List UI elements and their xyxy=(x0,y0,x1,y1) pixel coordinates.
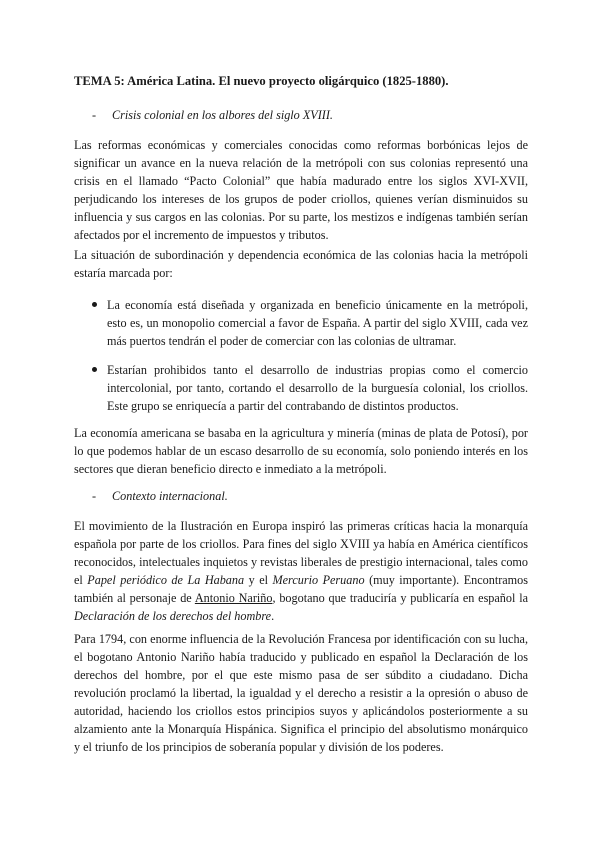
bullet-dot xyxy=(92,302,97,307)
dash-marker: - xyxy=(92,489,97,503)
document-title: TEMA 5: América Latina. El nuevo proyecto oligárquico (1825-1880). xyxy=(74,74,449,88)
dash-marker: - xyxy=(92,108,97,122)
paragraph-revolucion: Para 1794, con enorme influencia de la Revolución Francesa por identificación con su lucha, el bogotano Antonio Nariño había traducido y publicado en español la Declaración de los derechos del hombre, por el que este mismo pasa de ser súbdito a ciudadano. Dicha revolución proclamó la libertad, la igualdad y el derecho a resistir a la opresión o abuso de autoridad, haciendo los criollos estos principios suyos y aplicándolos posteriormente a su alzamiento ante la Monarquía Hispánica. Significa el principio del absolutismo monárquico y el triunfo de los principios de soberanía popular y división de los poderes. xyxy=(74,632,528,754)
text-run: El movimiento de la Ilustración en Europa inspiró las primeras críticas hacia la monarquía española por parte de los criollos. Para fines del siglo XVIII ya había en América científicos reconocidos, intelectuales inquietos y revistas liberales de prestigio internacional, tales como el xyxy=(74,519,528,587)
bullet-dot xyxy=(92,367,97,372)
bullet-item xyxy=(92,361,528,415)
document-title-declaracion: Declaración de los derechos del hombre xyxy=(74,609,272,623)
bullet-item xyxy=(92,296,528,350)
journal-title-mercurio: Mercurio Peruano xyxy=(272,573,365,587)
text-run: . xyxy=(271,609,275,623)
bullet-text: La economía está diseñada y organizada en beneficio únicamente en la metrópoli, esto es, un monopolio comercial a favor de España. A partir del siglo XVIII, cada vez más puertos tendrán el poder de comerciar con las colonias de ultramar. xyxy=(107,298,528,348)
journal-title-habana: Papel periódico de La Habana xyxy=(87,573,245,587)
paragraph-economia: La economía americana se basaba en la agricultura y minería (minas de plata de Potosí), por lo que podemos hablar de un escaso desarrollo de su economía, solo poniendo interés en los sectores que dieran beneficio directo e inmediato a la metrópoli. xyxy=(74,426,528,476)
text-run: , bogotano que traduciría y publicaría en español la xyxy=(272,591,528,605)
section-heading-text: Crisis colonial en los albores del siglo XVIII. xyxy=(112,108,333,122)
paragraph-reformas: Las reformas económicas y comerciales conocidas como reformas borbónicas lejos de significar un avance en la nueva relación de la metrópoli con sus colonias representó una crisis en el llamado “Pacto Colonial” que había madurado entre los siglos XVI-XVII, perjudicando los intereses de los grupos de poder criollos, quienes verían disminuidos su influencia y sus cargos en las colonias. Por su parte, los mestizos e indígenas también serían afectados por el incremento de impuestos y tributos. xyxy=(74,138,528,242)
section-heading-contexto xyxy=(92,487,532,505)
text-run: y el xyxy=(244,573,273,587)
paragraph-ilustracion xyxy=(74,517,528,625)
section-heading-crisis xyxy=(92,106,532,124)
bullet-text: Estarían prohibidos tanto el desarrollo de industrias propias como el comercio intercolonial, por tanto, cortando el desarrollo de la burguesía colonial, los criollos. Este grupo se enriquecía a partir del contrabando de distintos productos. xyxy=(107,363,528,413)
paragraph-subordinacion: La situación de subordinación y dependencia económica de las colonias hacia la metrópoli estaría marcada por: xyxy=(74,248,528,280)
section-heading-text: Contexto internacional. xyxy=(112,489,228,503)
person-name-narino: Antonio Nariño xyxy=(194,591,273,605)
text-run: (muy importante). Encontramos también al personaje de xyxy=(74,573,529,605)
